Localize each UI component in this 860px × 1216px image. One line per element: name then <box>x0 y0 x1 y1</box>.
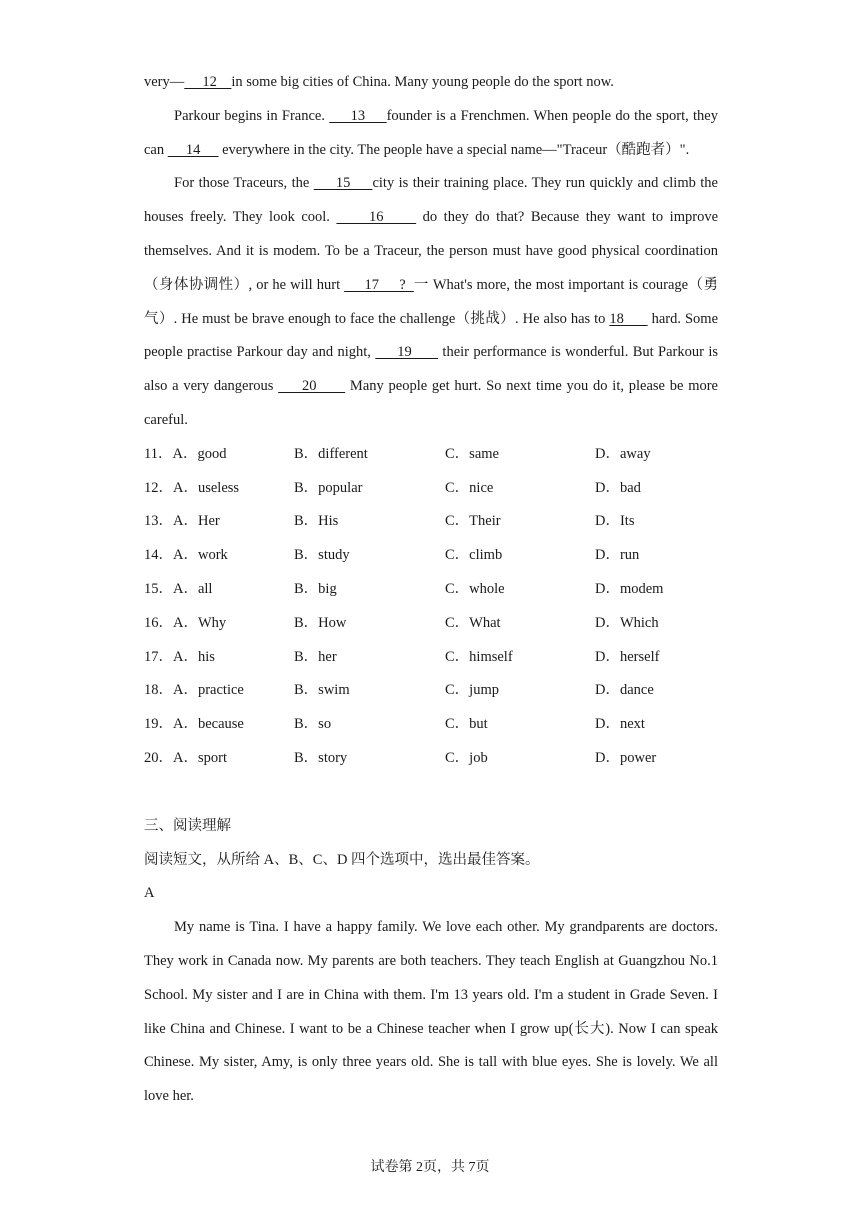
page-content <box>144 66 718 1114</box>
option-c: C．What <box>445 614 501 631</box>
blank-12: 12 <box>184 74 232 90</box>
option-row-17 <box>144 641 718 675</box>
options-list <box>144 438 718 776</box>
question-number: 14． <box>144 547 173 564</box>
option-b: B．her <box>294 648 337 665</box>
option-row-19 <box>144 708 718 742</box>
option-a: A．because <box>173 716 244 733</box>
option-b: B．so <box>294 716 332 733</box>
option-d: D．run <box>595 547 640 564</box>
option-c: C．job <box>445 749 488 766</box>
blank-14: 14 <box>167 141 219 158</box>
option-b: B．different <box>294 445 368 462</box>
option-a: A．Why <box>173 614 227 631</box>
option-c: C．jump <box>445 682 499 699</box>
option-row-11 <box>144 438 718 472</box>
question-number: 17． <box>144 648 173 665</box>
option-a: A．useless <box>173 479 240 496</box>
page-footer: 试卷第 2页，共 7页 <box>370 1160 490 1175</box>
blank-18: 18 <box>609 310 648 327</box>
option-row-12 <box>144 472 718 506</box>
option-d: D．modem <box>595 580 664 597</box>
option-row-16 <box>144 607 718 641</box>
blank-17: 17 ? <box>344 276 414 293</box>
question-number: 20． <box>144 749 173 766</box>
option-d: D．Which <box>595 614 659 631</box>
option-c: C．Their <box>445 513 501 530</box>
question-number: 19． <box>144 716 173 733</box>
cloze-paragraph-2: Parkour begins in France. 13 founder is a Frenchmen. When people do the sport, they can 14 everywhere in the city. The people have a special name—"Traceur（酷跑者）". <box>144 107 718 158</box>
option-a: A．practice <box>173 682 244 699</box>
option-d: D．dance <box>595 682 654 699</box>
option-c: C．but <box>445 716 488 733</box>
option-row-18 <box>144 674 718 708</box>
cloze-paragraph-1: very— 12 in some big cities of China. Many young people do the sport now. <box>144 74 614 90</box>
option-b: B．popular <box>294 479 363 496</box>
question-number: 13． <box>144 513 173 530</box>
option-a: A．his <box>173 648 215 665</box>
section-title: 三、阅读理解 <box>144 817 231 834</box>
option-d: D．next <box>595 716 645 733</box>
blank-15: 15 <box>313 175 373 192</box>
passage-label: A <box>144 885 155 902</box>
option-row-14 <box>144 539 718 573</box>
question-number: 18． <box>144 682 173 699</box>
blank-20: 20 <box>278 378 346 395</box>
question-number: 15． <box>144 580 173 597</box>
question-number: 12． <box>144 479 173 496</box>
option-b: B．swim <box>294 682 350 699</box>
option-row-13 <box>144 505 718 539</box>
option-a: A．Her <box>173 513 220 530</box>
question-number: 16． <box>144 614 173 631</box>
option-b: B．story <box>294 749 348 766</box>
option-b: B．big <box>294 580 337 597</box>
option-a: A．work <box>173 547 228 564</box>
option-d: D．herself <box>595 648 660 665</box>
cloze-paragraph-3: For those Traceurs, the 15 city is their training place. They run quickly and climb the houses freely. They look cool. 16 do they do that? Because they want to improve themselves. And it is modem. To be a Traceur, the person must have good physical coordination（身体协调性）, or he will hurt 17 ? 一 What's more, the most important is courage（勇气）. He must be brave enough to face the challenge（挑战）. He also has to 18 hard. Some people practise Parkour day and night, 19 their performance is wonderful. But Parkour is also a very dangerous 20 Many people get hurt. So next time you do it, please be more careful. <box>144 175 719 428</box>
option-a: A．sport <box>173 749 227 766</box>
option-b: B．His <box>294 513 339 530</box>
option-d: D．away <box>595 445 651 462</box>
question-number: 11． <box>144 445 173 462</box>
option-row-15 <box>144 573 718 607</box>
blank-13: 13 <box>329 107 387 124</box>
blank-16: 16 <box>336 209 417 226</box>
blank-19: 19 <box>375 344 439 361</box>
section-instruction: 阅读短文，从所给 A、B、C、D 四个选项中，选出最佳答案。 <box>144 851 540 868</box>
option-a: A．all <box>173 580 213 597</box>
option-c: C．nice <box>445 479 494 496</box>
option-b: B．study <box>294 547 350 564</box>
option-d: D．Its <box>595 513 635 530</box>
option-d: D．bad <box>595 479 641 496</box>
option-row-20 <box>144 742 718 776</box>
option-b: B．How <box>294 614 347 631</box>
reading-passage: My name is Tina. I have a happy family. We love each other. My grandparents are doctors. They work in Canada now. My parents are both teachers. They teach English at Guangzhou No.1 School. My sister and I are in China with them. I'm 13 years old. I'm a student in Grade Seven. I like China and Chinese. I want to be a Chinese teacher when I grow up(长大). Now I can speak Chinese. My sister, Amy, is only three years old. She is tall with blue eyes. She is lovely. We all love her. <box>144 919 718 1105</box>
option-d: D．power <box>595 749 657 766</box>
option-a: A．good <box>172 445 227 462</box>
option-c: C．whole <box>445 580 505 597</box>
option-c: C．climb <box>445 547 503 564</box>
option-c: C．himself <box>445 648 513 665</box>
option-c: C．same <box>445 445 499 462</box>
